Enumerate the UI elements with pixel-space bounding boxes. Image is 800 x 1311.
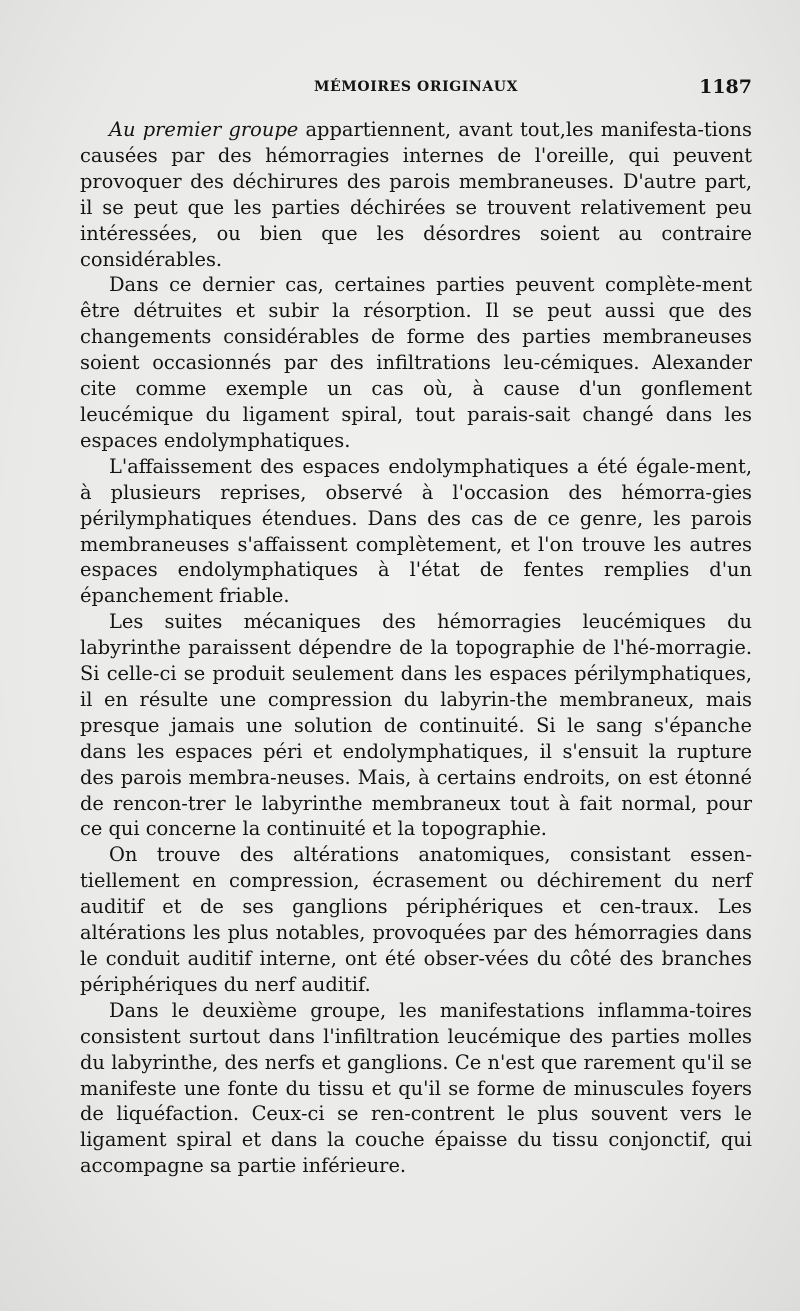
paragraph: [80, 609, 752, 842]
paragraph-text: Dans le deuxième groupe, les manifestations inflamma-toires consistent surtout dans l'infiltration leucémique des parties molles du labyrinthe, des nerfs et ganglions. Ce n'est que rarement qu'il se manifeste une fonte du tissu et qu'il se forme de minuscules foyers de liquéfaction. Ceux-ci se ren-contrent le plus souvent vers le ligament spiral et dans la couche épaisse du tissu conjonctif, qui accompagne sa partie inférieure.: [80, 998, 752, 1178]
paragraph: [80, 272, 752, 453]
running-header: [80, 76, 752, 100]
paragraph-text: On trouve des altérations anatomiques, consistant essen-tiellement en compression, écrasement ou déchirement du nerf auditif et de ses ganglions périphériques et cen-traux. Les altérations les plus notables, provoquées par des hémorragies dans le conduit auditif interne, ont été obser-vées du côté des branches périphériques du nerf auditif.: [80, 843, 752, 996]
running-title: MÉMOIRES ORIGINAUX: [313, 79, 519, 95]
paragraph: [80, 454, 752, 609]
paragraph-text: Les suites mécaniques des hémorragies leucémiques du labyrinthe paraissent dépendre de la topographie de l'hé-morragie. Si celle-ci se produit seulement dans les espaces périlymphatiques, il en résulte une compression du labyrin-the membraneux, mais presque jamais une solution de continuité. Si le sang s'épanche dans les espaces péri et endolymphatiques, il s'ensuit la rupture des parois membra-neuses. Mais, à certains endroits, on est étonné de rencon-trer le labyrinthe membraneux tout à fait normal, pour ce qui concerne la continuité et la topographie.: [80, 610, 752, 841]
paragraph: [80, 117, 752, 272]
paragraph: [80, 998, 752, 1179]
paragraph-lead-italic: Au premier groupe: [109, 118, 299, 141]
page-number: 1187: [699, 76, 752, 98]
paragraph-text: L'affaissement des espaces endolymphatiques a été égale-ment, à plusieurs reprises, observé à l'occasion des hémorra-gies périlymphatiques étendues. Dans des cas de ce genre, les parois membraneuses s'affaissent complètement, et l'on trouve les autres espaces endolymphatiques à l'état de fentes remplies d'un épanchement friable.: [80, 454, 752, 608]
paragraph-text: appartiennent, avant tout,les manifesta-tions causées par des hémorragies internes de l'oreille, qui peuvent provoquer des déchirures des parois membraneuses. D'autre part, il se peut que les parties déchirées se trouvent relativement peu intéressées, ou bien que les désordres soient au contraire considérables.: [80, 118, 752, 271]
paragraph-text: Dans ce dernier cas, certaines parties peuvent complète-ment être détruites et subir la résorption. Il se peut aussi que des changements considérables de forme des parties membraneuses soient occasionnés par des infiltrations leu-cémiques. Alexander cite comme exemple un cas où, à cause d'un gonflement leucémique du ligament spiral, tout parais-sait changé dans les espaces endolymphatiques.: [80, 273, 752, 452]
paragraph: [80, 842, 752, 997]
body-text: [80, 117, 752, 1179]
